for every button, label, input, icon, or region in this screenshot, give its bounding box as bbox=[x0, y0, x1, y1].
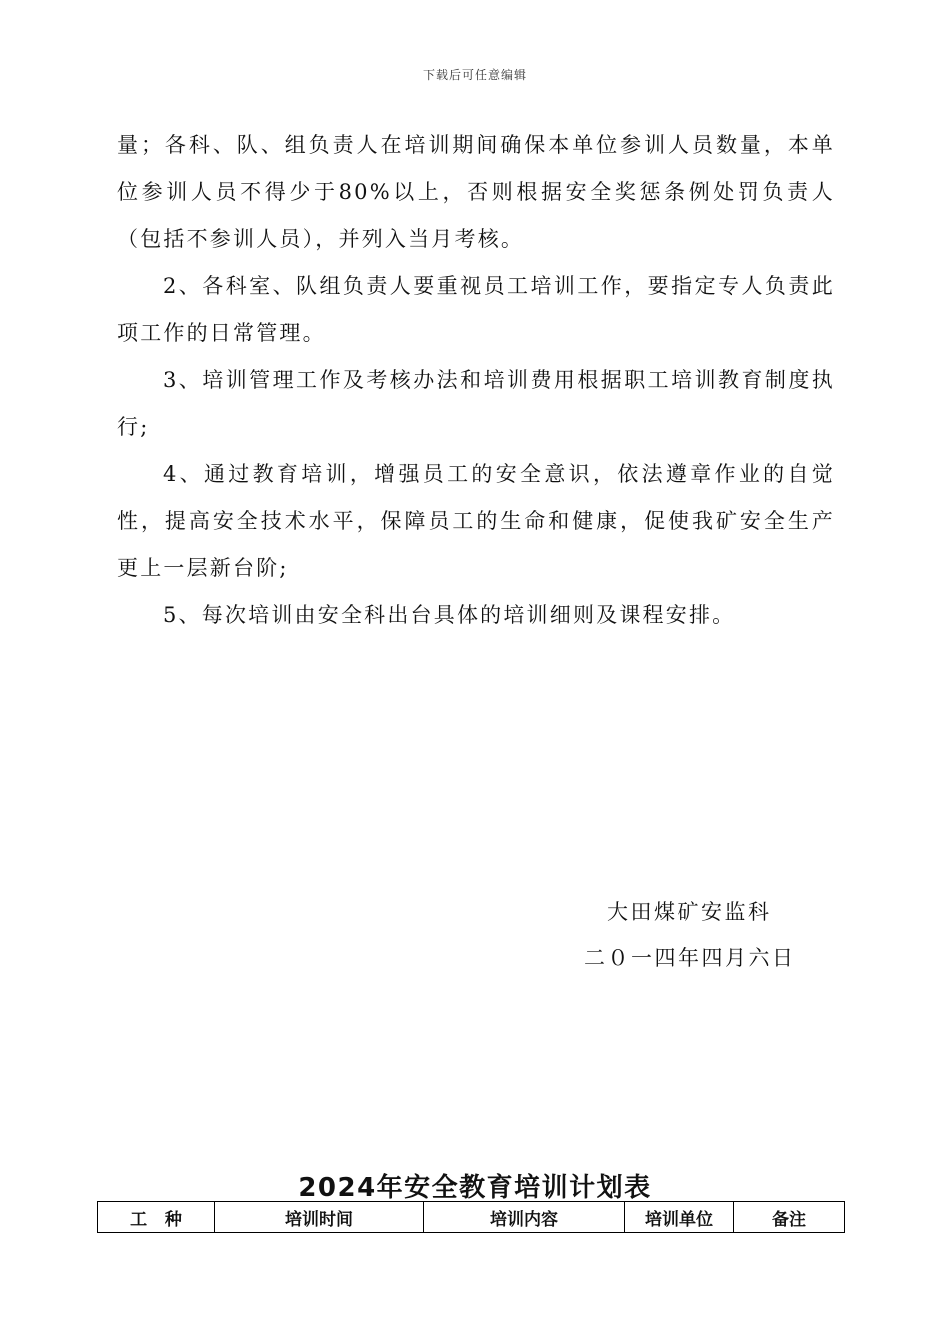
column-header-remarks: 备注 bbox=[734, 1202, 845, 1233]
paragraph-item-3: 3、培训管理工作及考核办法和培训费用根据职工培训教育制度执行; bbox=[117, 368, 835, 439]
table-header-row bbox=[98, 1202, 845, 1233]
training-plan-table bbox=[97, 1201, 845, 1233]
paragraph-item-4: 4、通过教育培训，增强员工的安全意识，依法遵章作业的自觉性，提高安全技术水平，保障员工的生命和健康，促使我矿安全生产更上一层新台阶; bbox=[117, 462, 835, 580]
plan-title: 2024年安全教育培训计划表 bbox=[298, 1173, 652, 1203]
signature-date: 二０一四年四月六日 bbox=[584, 946, 796, 970]
column-header-training-unit: 培训单位 bbox=[625, 1202, 734, 1233]
paragraph-item-2: 2、各科室、队组负责人要重视员工培训工作，要指定专人负责此项工作的日常管理。 bbox=[117, 274, 835, 345]
document-body bbox=[117, 122, 835, 639]
column-header-training-time: 培训时间 bbox=[215, 1202, 424, 1233]
header-note: 下载后可任意编辑 bbox=[422, 68, 527, 82]
paragraph-item-5: 5、每次培训由安全科出台具体的培训细则及课程安排。 bbox=[163, 603, 736, 627]
column-header-job-type: 工 种 bbox=[98, 1202, 215, 1233]
column-header-training-content: 培训内容 bbox=[424, 1202, 625, 1233]
signature-organization: 大田煤矿安监科 bbox=[607, 900, 772, 924]
paragraph-continuation: 量；各科、队、组负责人在培训期间确保本单位参训人员数量，本单位参训人员不得少于80%以上，否则根据安全奖惩条例处罚负责人（包括不参训人员），并列入当月考核。 bbox=[117, 133, 835, 251]
